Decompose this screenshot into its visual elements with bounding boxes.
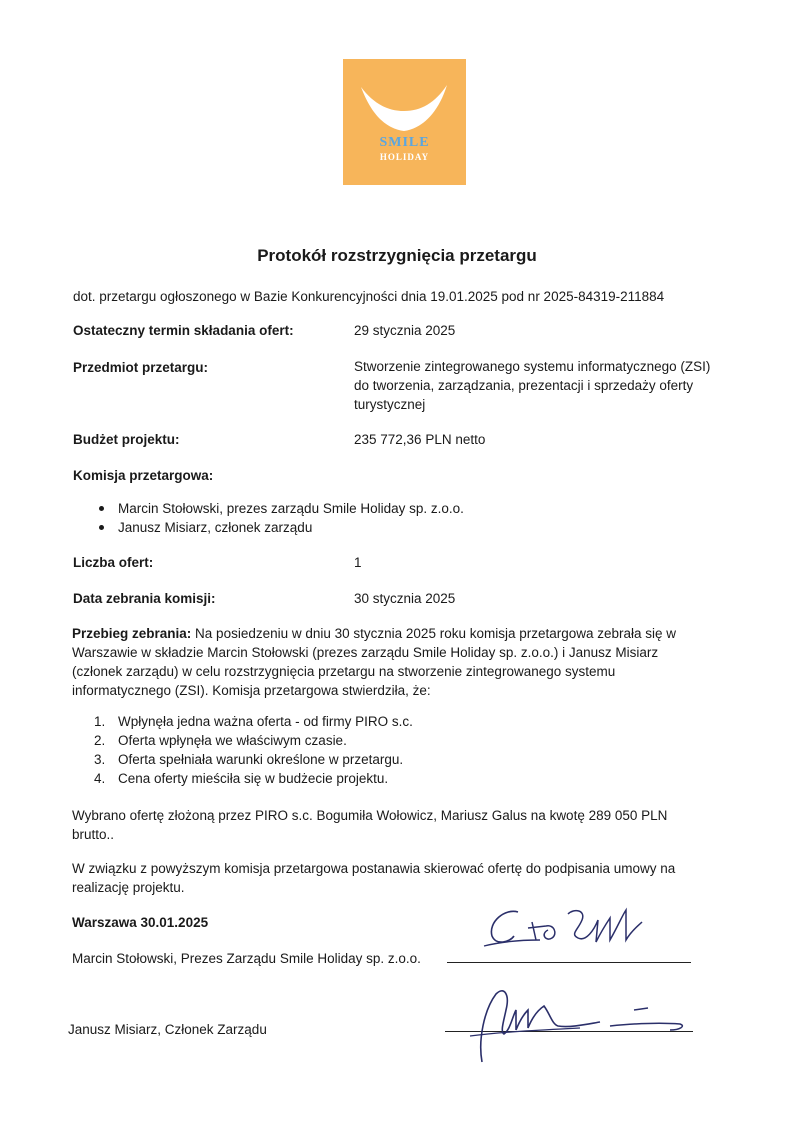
budget-label: Budżet projektu: xyxy=(73,432,180,447)
company-logo xyxy=(343,59,466,185)
committee-list xyxy=(96,499,464,537)
subject-label: Przedmiot przetargu: xyxy=(73,360,209,375)
meeting-course-label: Przebieg zebrania: xyxy=(72,626,192,641)
subject-value-line-3: turystycznej xyxy=(354,397,426,412)
selection-line-1: Wybrano ofertę złożoną przez PIRO s.c. Bogumiła Wołowicz, Mariusz Galus na kwotę 289 050 PLN xyxy=(72,808,668,823)
committee-member: Janusz Misiarz, członek zarządu xyxy=(96,518,464,537)
decision-line-1: W związku z powyższym komisja przetargowa postanawia skierować ofertę do podpisania umowy na xyxy=(72,861,676,876)
meeting-course-line-3: (członek zarządu) w celu rozstrzygnięcia przetargu na stworzenie zintegrowanego systemu xyxy=(72,664,616,679)
findings-list xyxy=(94,712,413,788)
committee-label: Komisja przetargowa: xyxy=(73,468,214,483)
meeting-course-paragraph xyxy=(72,624,722,700)
subject-value-line-2: do tworzenia, zarządzania, prezentacji i sprzedaży oferty xyxy=(354,378,694,393)
intro-text: dot. przetargu ogłoszonego w Bazie Konkurencyjności dnia 19.01.2025 pod nr 2025-84319-211884 xyxy=(73,289,665,304)
finding-item: 1. Wpłynęła jedna ważna oferta - od firmy PIRO s.c. xyxy=(94,714,413,729)
decision-line-2: realizację projektu. xyxy=(72,880,185,895)
meeting-date-label: Data zebrania komisji: xyxy=(73,591,216,606)
finding-item: 3. Oferta spełniała warunki określone w przetargu. xyxy=(94,752,404,767)
place-and-date: Warszawa 30.01.2025 xyxy=(72,915,209,930)
finding-item: 2. Oferta wpłynęła we właściwym czasie. xyxy=(94,733,347,748)
subject-value-line-1: Stworzenie zintegrowanego systemu informatycznego (ZSI) xyxy=(354,359,711,374)
logo-brand-top: SMILE xyxy=(379,135,430,150)
deadline-value: 29 stycznia 2025 xyxy=(354,323,456,338)
offers-label: Liczba ofert: xyxy=(73,555,154,570)
meeting-course-line-2: Warszawie w składzie Marcin Stołowski (prezes zarządu Smile Holiday sp. z.o.o.) i Janusz Misiarz xyxy=(72,645,659,660)
committee-member: Marcin Stołowski, prezes zarządu Smile Holiday sp. z.o.o. xyxy=(96,499,464,518)
meeting-course-line-4: informatycznego (ZSI). Komisja przetargowa stwierdziła, że: xyxy=(72,683,431,698)
selection-line-2: brutto.. xyxy=(72,827,115,842)
selection-paragraph xyxy=(72,806,722,844)
offers-value: 1 xyxy=(354,555,362,570)
finding-item: 4. Cena oferty mieściła się w budżecie projektu. xyxy=(94,771,389,786)
deadline-label: Ostateczny termin składania ofert: xyxy=(73,323,294,338)
smile-chevron-graphic xyxy=(343,59,466,185)
meeting-date-value: 30 stycznia 2025 xyxy=(354,591,456,606)
budget-value: 235 772,36 PLN netto xyxy=(354,432,486,447)
signature-line-1 xyxy=(447,962,691,963)
meeting-course-line-1: Na posiedzeniu w dniu 30 stycznia 2025 roku komisja przetargowa zebrała się w xyxy=(191,626,677,641)
logo-brand-bottom: HOLIDAY xyxy=(379,152,430,162)
decision-paragraph xyxy=(72,859,722,897)
signatory-2-name: Janusz Misiarz, Członek Zarządu xyxy=(68,1022,267,1037)
document-title: Protokół rozstrzygnięcia przetargu xyxy=(257,246,537,265)
signatory-1-name: Marcin Stołowski, Prezes Zarządu Smile Holiday sp. z.o.o. xyxy=(72,951,421,966)
